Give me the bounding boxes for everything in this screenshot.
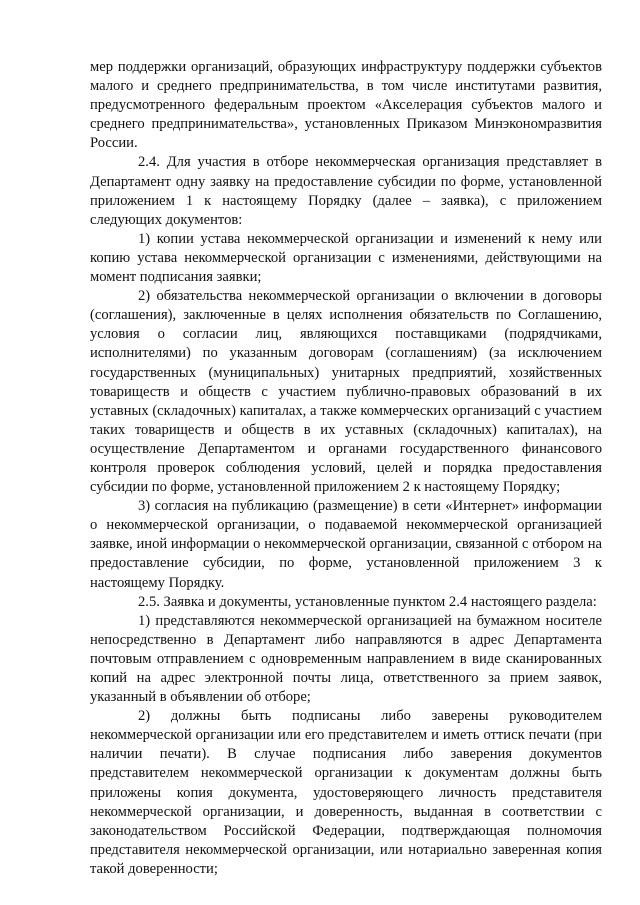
- paragraph-clause-2-5: 2.5. Заявка и документы, установленные пунктом 2.4 настоящего раздела:: [138, 593, 597, 610]
- paragraph-continuation: мер поддержки организаций, образующих инфраструктуру поддержки субъектов малого и среднего предпринимательства, в том числе институтами развития, предусмотренного федеральным проектом «Акселерация субъектов малого и среднего предпринимательства», установленных Приказом Минэкономразвития России.: [90, 59, 602, 152]
- paragraph-clause-2-4-2: 2) обязательства некоммерческой организации о включении в договоры (соглашения), заключенные в целях исполнения обязательств по Соглашению, условия о согласии лиц, являющихся поставщиками (подрядчиками, исполнителями) по указанным договорам (соглашениям) (за исключением государственных (муниципальных) унитарных предприятий, хозяйственных товариществ и обществ с участием публично-правовых образований в их уставных (складочных) капиталах, а также коммерческих организаций с участием таких товариществ и обществ в их уставных (складочных) капиталах), на осуществление Департаментом и органами государственного финансового контроля проверок соблюдения условий, целей и порядка предоставления субсидии по форме, установленной приложением 2 к настоящему Порядку;: [90, 288, 602, 496]
- paragraph-clause-2-4-3: 3) согласия на публикацию (размещение) в сети «Интернет» информации о некоммерческой организации, о подаваемой некоммерческой организацией заявке, иной информации о некоммерческой организации, связанной с отбором на предоставление субсидии, по форме, установленной приложением 3 к настоящему Порядку.: [90, 498, 602, 591]
- paragraph-clause-2-4-1: 1) копии устава некоммерческой организации и изменений к нему или копию устава некоммерческой организации с изменениями, действующими на момент подписания заявки;: [90, 230, 602, 286]
- paragraph-clause-2-4: 2.4. Для участия в отборе некоммерческая организация представляет в Департамент одну заявку на предоставление субсидии по форме, установленной приложением 1 к настоящему Порядку (далее – заявка), с приложением следующих документов:: [90, 154, 602, 228]
- paragraph-clause-2-5-2: 2) должны быть подписаны либо заверены руководителем некоммерческой организации или его представителем и иметь оттиск печати (при наличии печати). В случае подписания либо заверения документов представителем некоммерческой организации к документам должны быть приложены копия документа, удостоверяющего личность представителя некоммерческой организации, и доверенность, выданная в соответствии с законодательством Российской Федерации, подтверждающая полномочия представителя некоммерческой организации, или нотариально заверенная копия такой доверенности;: [90, 708, 602, 877]
- document-page: [90, 58, 602, 879]
- paragraph-clause-2-5-1: 1) представляются некоммерческой организацией на бумажном носителе непосредственно в Департамент либо направляются в адрес Департамента почтовым отправлением с одновременным направлением в виде сканированных копий на адрес электронной почты лица, ответственного за прием заявок, указанный в объявлении об отборе;: [90, 612, 602, 706]
